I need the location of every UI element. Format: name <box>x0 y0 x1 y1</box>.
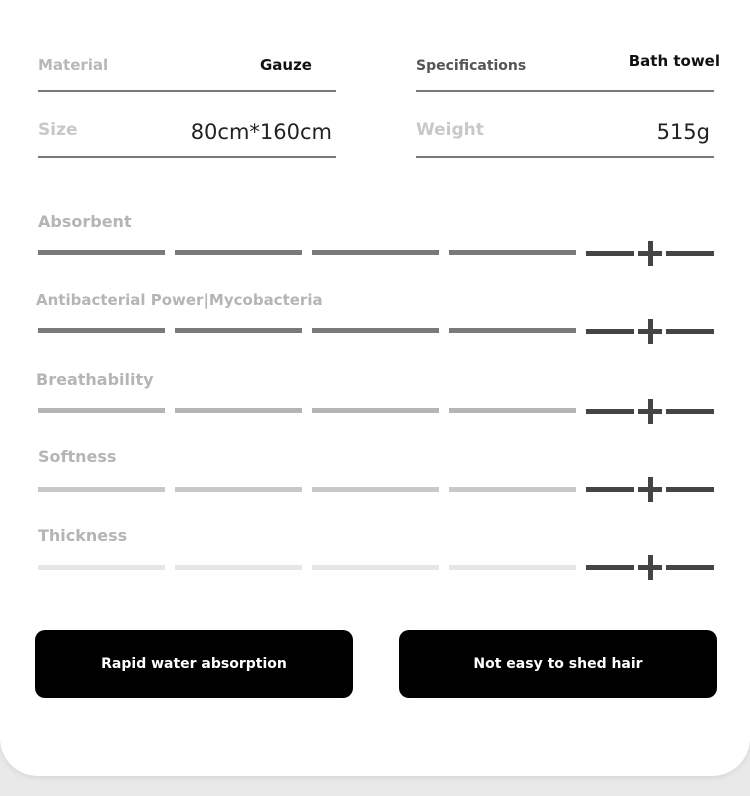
plus-icon <box>586 240 714 266</box>
rating-breathability <box>38 370 714 430</box>
feature-badge-label: Not easy to shed hair <box>473 656 643 672</box>
rating-antibacterial <box>38 291 714 351</box>
rating-segment <box>312 487 439 492</box>
spec-material <box>38 50 336 92</box>
feature-badge-label: Rapid water absorption <box>101 656 287 672</box>
rating-segment <box>38 328 165 333</box>
rating-segment <box>175 408 302 413</box>
spec-specifications <box>416 50 720 92</box>
feature-badge-no-shedding <box>399 630 717 698</box>
rating-label: Softness <box>38 447 117 466</box>
rating-segment <box>175 250 302 255</box>
rating-softness <box>38 447 714 507</box>
plus-icon <box>586 554 714 580</box>
plus-icon <box>586 476 714 502</box>
rating-segment <box>449 408 576 413</box>
rating-segment <box>175 565 302 570</box>
rating-thickness <box>38 526 714 586</box>
plus-icon <box>586 398 714 424</box>
spec-weight <box>416 116 714 158</box>
spec-size <box>38 116 336 158</box>
feature-badge-rapid-absorption <box>35 630 353 698</box>
rating-segment <box>38 565 165 570</box>
rating-segment <box>312 408 439 413</box>
rating-label: Absorbent <box>38 212 132 231</box>
rating-segment <box>312 565 439 570</box>
rating-segment <box>449 328 576 333</box>
rating-segment <box>175 487 302 492</box>
plus-icon <box>586 318 714 344</box>
spec-material-value: Gauze <box>259 56 312 74</box>
spec-size-value: 80cm*160cm <box>190 120 332 144</box>
rating-segment <box>449 565 576 570</box>
rating-segment <box>175 328 302 333</box>
rating-segment <box>312 328 439 333</box>
rating-absorbent <box>38 212 714 272</box>
rating-segment <box>38 487 165 492</box>
rating-segment <box>38 408 165 413</box>
rating-label: Antibacterial Power|Mycobacteria <box>36 291 323 309</box>
spec-weight-value: 515g <box>656 120 710 144</box>
rating-label: Thickness <box>38 526 128 545</box>
rating-segment <box>38 250 165 255</box>
rating-segment <box>312 250 439 255</box>
spec-weight-label: Weight <box>416 120 484 140</box>
spec-material-label: Material <box>38 56 109 74</box>
rating-segment <box>449 250 576 255</box>
spec-specifications-value: Bath towel <box>628 52 720 70</box>
spec-size-label: Size <box>38 120 78 140</box>
spec-specifications-label: Specifications <box>416 58 527 74</box>
rating-segment <box>449 487 576 492</box>
rating-label: Breathability <box>36 370 154 389</box>
